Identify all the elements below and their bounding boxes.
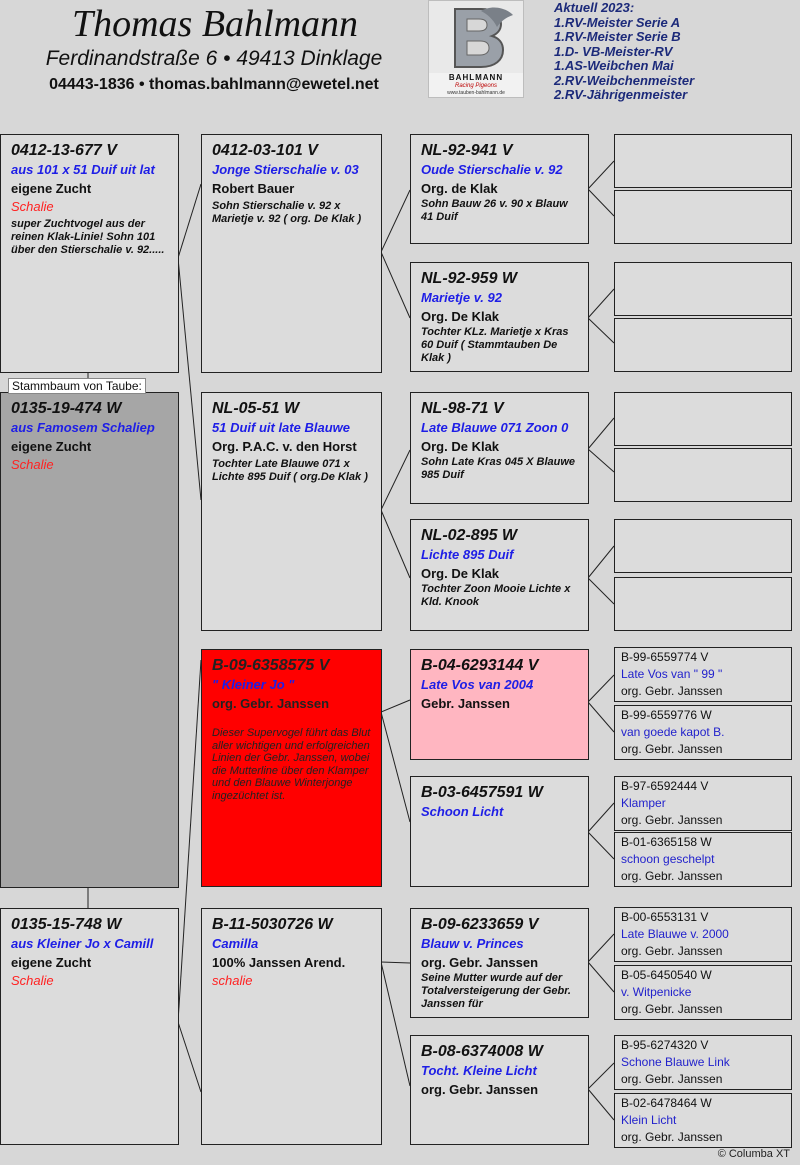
breeder: org. Gebr. Janssen xyxy=(621,813,723,827)
ring-number: 0412-03-101 V xyxy=(212,142,318,159)
note: Sohn Bauw 26 v. 90 x Blauw 41 Duif xyxy=(421,198,568,223)
ring-number: B-99-6559776 W xyxy=(621,708,712,722)
ancestor-card-empty[interactable] xyxy=(614,577,792,631)
news-item: 2.RV-Jährigenmeister xyxy=(554,87,688,102)
bahlmann-logo xyxy=(428,0,524,98)
breeder: Robert Bauer xyxy=(212,181,295,196)
ring-number: NL-02-895 W xyxy=(421,527,518,544)
ring-number: 0135-19-474 W xyxy=(11,400,122,417)
breeder: eigene Zucht xyxy=(11,439,92,454)
pigeon-name: 51 Duif uit late Blauwe xyxy=(212,420,350,435)
note: Tochter Zoon Mooie Lichte x Kld. Knook xyxy=(421,583,571,608)
pigeon-name: Late Vos van " 99 " xyxy=(621,667,723,681)
news-item: 1.RV-Meister Serie B xyxy=(554,29,681,44)
news-item: 1.AS-Weibchen Mai xyxy=(554,58,674,73)
pigeon-name: Schoon Licht xyxy=(421,804,504,819)
pigeon-name: aus 101 x 51 Duif uit lat xyxy=(11,162,155,177)
breeder: org. Gebr. Janssen xyxy=(421,955,539,970)
pigeon-name: schoon geschelpt xyxy=(621,852,715,866)
note: Seine Mutter wurde auf der Totalversteigerung der Gebr. Janssen für xyxy=(421,972,571,1010)
ring-number: B-04-6293144 V xyxy=(421,657,539,674)
breeder: org. Gebr. Janssen xyxy=(212,696,330,711)
ancestor-card-mfm[interactable] xyxy=(410,776,589,887)
pigeon-name: Tocht. Kleine Licht xyxy=(421,1063,537,1078)
news-panel xyxy=(554,1,794,103)
ancestor-card-small[interactable] xyxy=(614,1093,792,1148)
color: Schalie xyxy=(11,457,54,472)
ancestor-card-small[interactable] xyxy=(614,832,792,887)
ring-number: NL-92-941 V xyxy=(421,142,513,159)
pigeon-name: Oude Stierschalie v. 92 xyxy=(421,162,563,177)
ancestor-card-mmm[interactable] xyxy=(410,1035,589,1145)
ancestor-card-empty[interactable] xyxy=(614,519,792,573)
ancestor-card-small[interactable] xyxy=(614,705,792,760)
ancestor-card-small[interactable] xyxy=(614,776,792,831)
pigeon-name: Jonge Stierschalie v. 03 xyxy=(212,162,359,177)
breeder: org. Gebr. Janssen xyxy=(621,1002,723,1016)
father-card[interactable] xyxy=(0,134,179,373)
ring-number: B-97-6592444 V xyxy=(621,779,709,793)
ancestor-card-small[interactable] xyxy=(614,1035,792,1090)
pigeon-name: Schone Blauwe Link xyxy=(621,1055,730,1069)
breeder: org. Gebr. Janssen xyxy=(621,869,723,883)
breeder: org. Gebr. Janssen xyxy=(421,1082,539,1097)
breeder: Org. P.A.C. v. den Horst xyxy=(212,439,357,454)
pigeon-name: Marietje v. 92 xyxy=(421,290,502,305)
ancestor-card-empty[interactable] xyxy=(614,318,792,372)
ancestor-card-mff[interactable] xyxy=(410,649,589,760)
ring-number: B-00-6553131 V xyxy=(621,910,709,924)
note: Tochter KLz. Marietje x Kras 60 Duif ( Stammtauben De Klak ) xyxy=(421,326,569,364)
ancestor-card-empty[interactable] xyxy=(614,190,792,244)
color: Schalie xyxy=(11,199,54,214)
ancestor-card-empty[interactable] xyxy=(614,262,792,316)
breeder: 100% Janssen Arend. xyxy=(212,955,346,970)
ring-number: 0412-13-677 V xyxy=(11,142,117,159)
ring-number: NL-92-959 W xyxy=(421,270,518,287)
breeder: Org. De Klak xyxy=(421,309,500,324)
ring-number: B-03-6457591 W xyxy=(421,784,543,801)
ring-number: B-02-6478464 W xyxy=(621,1096,712,1110)
ring-number: B-09-6233659 V xyxy=(421,916,539,933)
ancestor-card-fmf[interactable] xyxy=(410,392,589,504)
color: schalie xyxy=(212,973,253,988)
breeder-contact: 04443-1836 • thomas.bahlmann@ewetel.net xyxy=(49,76,379,93)
logo-b-emblem xyxy=(429,1,523,73)
breeder: Gebr. Janssen xyxy=(421,696,510,711)
ring-number: B-99-6559774 V xyxy=(621,650,709,664)
pigeon-name: Blauw v. Princes xyxy=(421,936,524,951)
color: Schalie xyxy=(11,973,54,988)
breeder-name: Thomas Bahlmann xyxy=(71,3,359,45)
pigeon-name: aus Kleiner Jo x Camill xyxy=(11,936,154,951)
pigeon-name: Late Blauwe 071 Zoon 0 xyxy=(421,420,569,435)
pigeon-name: aus Famosem Schaliep xyxy=(11,420,155,435)
ancestor-card-small[interactable] xyxy=(614,965,792,1020)
pigeon-name: Klamper xyxy=(621,796,666,810)
pigeon-name: Late Vos van 2004 xyxy=(421,677,534,692)
ancestor-card-empty[interactable] xyxy=(614,448,792,502)
news-item: 1.RV-Meister Serie A xyxy=(554,14,681,30)
ancestor-card-ffm[interactable] xyxy=(410,262,589,372)
grandmother-paternal-card[interactable] xyxy=(201,392,382,631)
note: Sohn Late Kras 045 X Blauwe 985 Duif xyxy=(421,456,576,481)
pigeon-name: Klein Licht xyxy=(621,1113,677,1127)
ancestor-card-small[interactable] xyxy=(614,907,792,962)
ring-number: NL-05-51 W xyxy=(212,400,300,417)
ancestor-card-empty[interactable] xyxy=(614,134,792,188)
ring-number: B-08-6374008 W xyxy=(421,1043,543,1060)
grandmother-maternal-card[interactable] xyxy=(201,908,382,1145)
pigeon-name: Lichte 895 Duif xyxy=(421,547,514,562)
ring-number: B-11-5030726 W xyxy=(212,916,333,933)
breeder: Org. De Klak xyxy=(421,439,500,454)
grandfather-maternal-card[interactable] xyxy=(201,649,382,887)
note: super Zuchtvogel aus der reinen Klak-Linie! Sohn 101 über den Stierschalie v. 92..... xyxy=(11,218,165,256)
ancestor-card-mmf[interactable] xyxy=(410,908,589,1018)
breeder: org. Gebr. Janssen xyxy=(621,742,723,756)
breeder: Org. De Klak xyxy=(421,566,500,581)
breeder: eigene Zucht xyxy=(11,955,92,970)
logo-url: www.tauben-bahlmann.de xyxy=(447,90,505,96)
breeder: org. Gebr. Janssen xyxy=(621,684,723,698)
breeder: org. Gebr. Janssen xyxy=(621,944,723,958)
note: Sohn Stierschalie v. 92 x Marietje v. 92 ( org. De Klak ) xyxy=(212,200,362,225)
subject-card[interactable] xyxy=(0,392,179,888)
logo-tagline: Racing Pigeons xyxy=(454,83,498,89)
ancestor-card-empty[interactable] xyxy=(614,392,792,446)
note: Dieser Supervogel führt das Blut aller wichtigen und erfolgreichen Linien der Gebr. Janssen, wobei die Mutterline über den Klamper und den Blauwe Winterjonge ingezüchtet ist. xyxy=(212,727,371,802)
ring-number: B-09-6358575 V xyxy=(212,657,330,674)
pigeon-name: " Kleiner Jo " xyxy=(212,677,295,692)
ring-number: B-01-6365158 W xyxy=(621,835,712,849)
note: Tochter Late Blauwe 071 x Lichte 895 Duif ( org.De Klak ) xyxy=(212,458,368,483)
ancestor-card-small[interactable] xyxy=(614,647,792,702)
breeder-address: Ferdinandstraße 6 • 49413 Dinklage xyxy=(45,47,383,70)
breeder: org. Gebr. Janssen xyxy=(621,1130,723,1144)
pigeon-name: Late Blauwe v. 2000 xyxy=(621,927,729,941)
pigeon-name: v. Witpenicke xyxy=(621,985,692,999)
pedigree-caption: Stammbaum von Taube: xyxy=(8,378,146,394)
news-title: Aktuell 2023: xyxy=(554,0,635,15)
breeder: Org. de Klak xyxy=(421,181,498,196)
footer-copyright: © Columba XT xyxy=(717,1148,790,1160)
news-item: 2.RV-Weibchenmeister xyxy=(554,72,695,88)
ring-number: B-95-6274320 V xyxy=(621,1038,709,1052)
ring-number: 0135-15-748 W xyxy=(11,916,122,933)
ancestor-card-fff[interactable] xyxy=(410,134,589,244)
news-item: 1.D- VB-Meister-RV xyxy=(554,43,673,59)
breeder: org. Gebr. Janssen xyxy=(621,1072,723,1086)
logo-brand: BAHLMANN xyxy=(448,73,504,82)
ancestor-card-fmm[interactable] xyxy=(410,519,589,631)
breeder: eigene Zucht xyxy=(11,181,92,196)
pigeon-name: Camilla xyxy=(212,936,259,951)
pigeon-name: van goede kapot B. xyxy=(621,725,725,739)
ring-number: B-05-6450540 W xyxy=(621,968,712,982)
mother-card[interactable] xyxy=(0,908,179,1145)
ring-number: NL-98-71 V xyxy=(421,400,504,417)
grandfather-paternal-card[interactable] xyxy=(201,134,382,373)
